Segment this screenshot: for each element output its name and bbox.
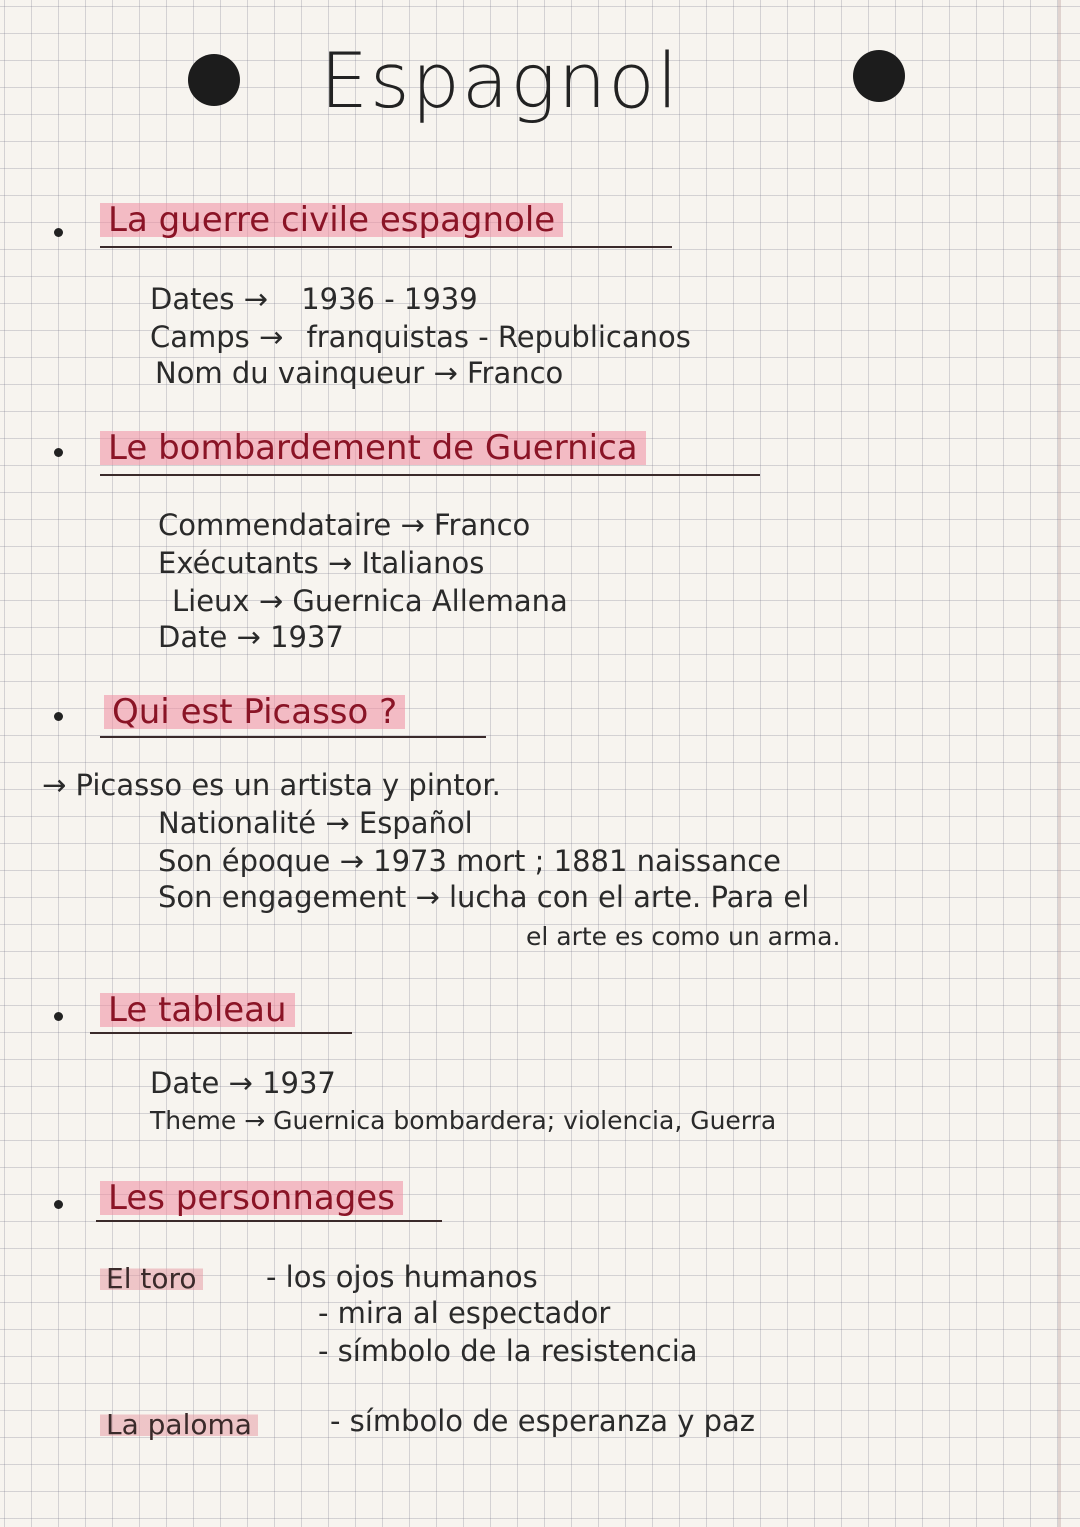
bullet-icon xyxy=(54,1012,63,1021)
line-engagement-continuation: el arte es como un arma. xyxy=(526,922,841,951)
line-dates: Dates → 1936 - 1939 xyxy=(150,282,478,316)
section-heading-civil-war: La guerre civile espagnole xyxy=(100,200,563,240)
page-margin-line xyxy=(1058,0,1061,1527)
punch-hole-right xyxy=(853,50,905,102)
line-winner: Nom du vainqueur → Franco xyxy=(155,356,564,390)
line-executants: Exécutants → Italianos xyxy=(158,546,485,580)
bullet-icon xyxy=(54,228,63,237)
picasso-intro: → Picasso es un artista y pintor. xyxy=(42,768,501,802)
dove-point-1: - símbolo de esperanza y paz xyxy=(330,1404,756,1438)
bull-point-3: - símbolo de la resistencia xyxy=(318,1334,698,1368)
section-heading-characters: Les personnages xyxy=(100,1178,403,1218)
heading-underline xyxy=(96,1220,442,1222)
character-tag-bull: El toro xyxy=(100,1262,203,1295)
heading-underline xyxy=(100,736,486,738)
heading-underline xyxy=(100,246,672,248)
bullet-icon xyxy=(54,712,63,721)
line-date: Date → 1937 xyxy=(158,620,344,654)
line-place: Lieux → Guernica Allemana xyxy=(172,584,568,618)
page-title: Espagnol xyxy=(320,36,680,125)
line-camps: Camps → franquistas - Republicanos xyxy=(150,320,691,354)
section-heading-guernica: Le bombardement de Guernica xyxy=(100,428,646,468)
section-heading-painting: Le tableau xyxy=(100,990,295,1030)
bull-point-2: - mira al espectador xyxy=(318,1296,611,1330)
bullet-icon xyxy=(54,448,63,457)
heading-underline xyxy=(100,474,760,476)
heading-underline xyxy=(90,1032,352,1034)
line-painting-date: Date → 1937 xyxy=(150,1066,336,1100)
punch-hole-left xyxy=(188,54,240,106)
line-painting-theme: Theme → Guernica bombardera; violencia, Guerra xyxy=(150,1106,777,1135)
line-nationality: Nationalité → Español xyxy=(158,806,473,840)
line-engagement: Son engagement → lucha con el arte. Para el xyxy=(158,880,810,914)
bull-point-1: - los ojos humanos xyxy=(266,1260,538,1294)
character-tag-dove: La paloma xyxy=(100,1408,258,1441)
bullet-icon xyxy=(54,1200,63,1209)
line-epoch: Son époque → 1973 mort ; 1881 naissance xyxy=(158,844,782,878)
line-commander: Commendataire → Franco xyxy=(158,508,531,542)
section-heading-picasso: Qui est Picasso ? xyxy=(104,692,405,732)
